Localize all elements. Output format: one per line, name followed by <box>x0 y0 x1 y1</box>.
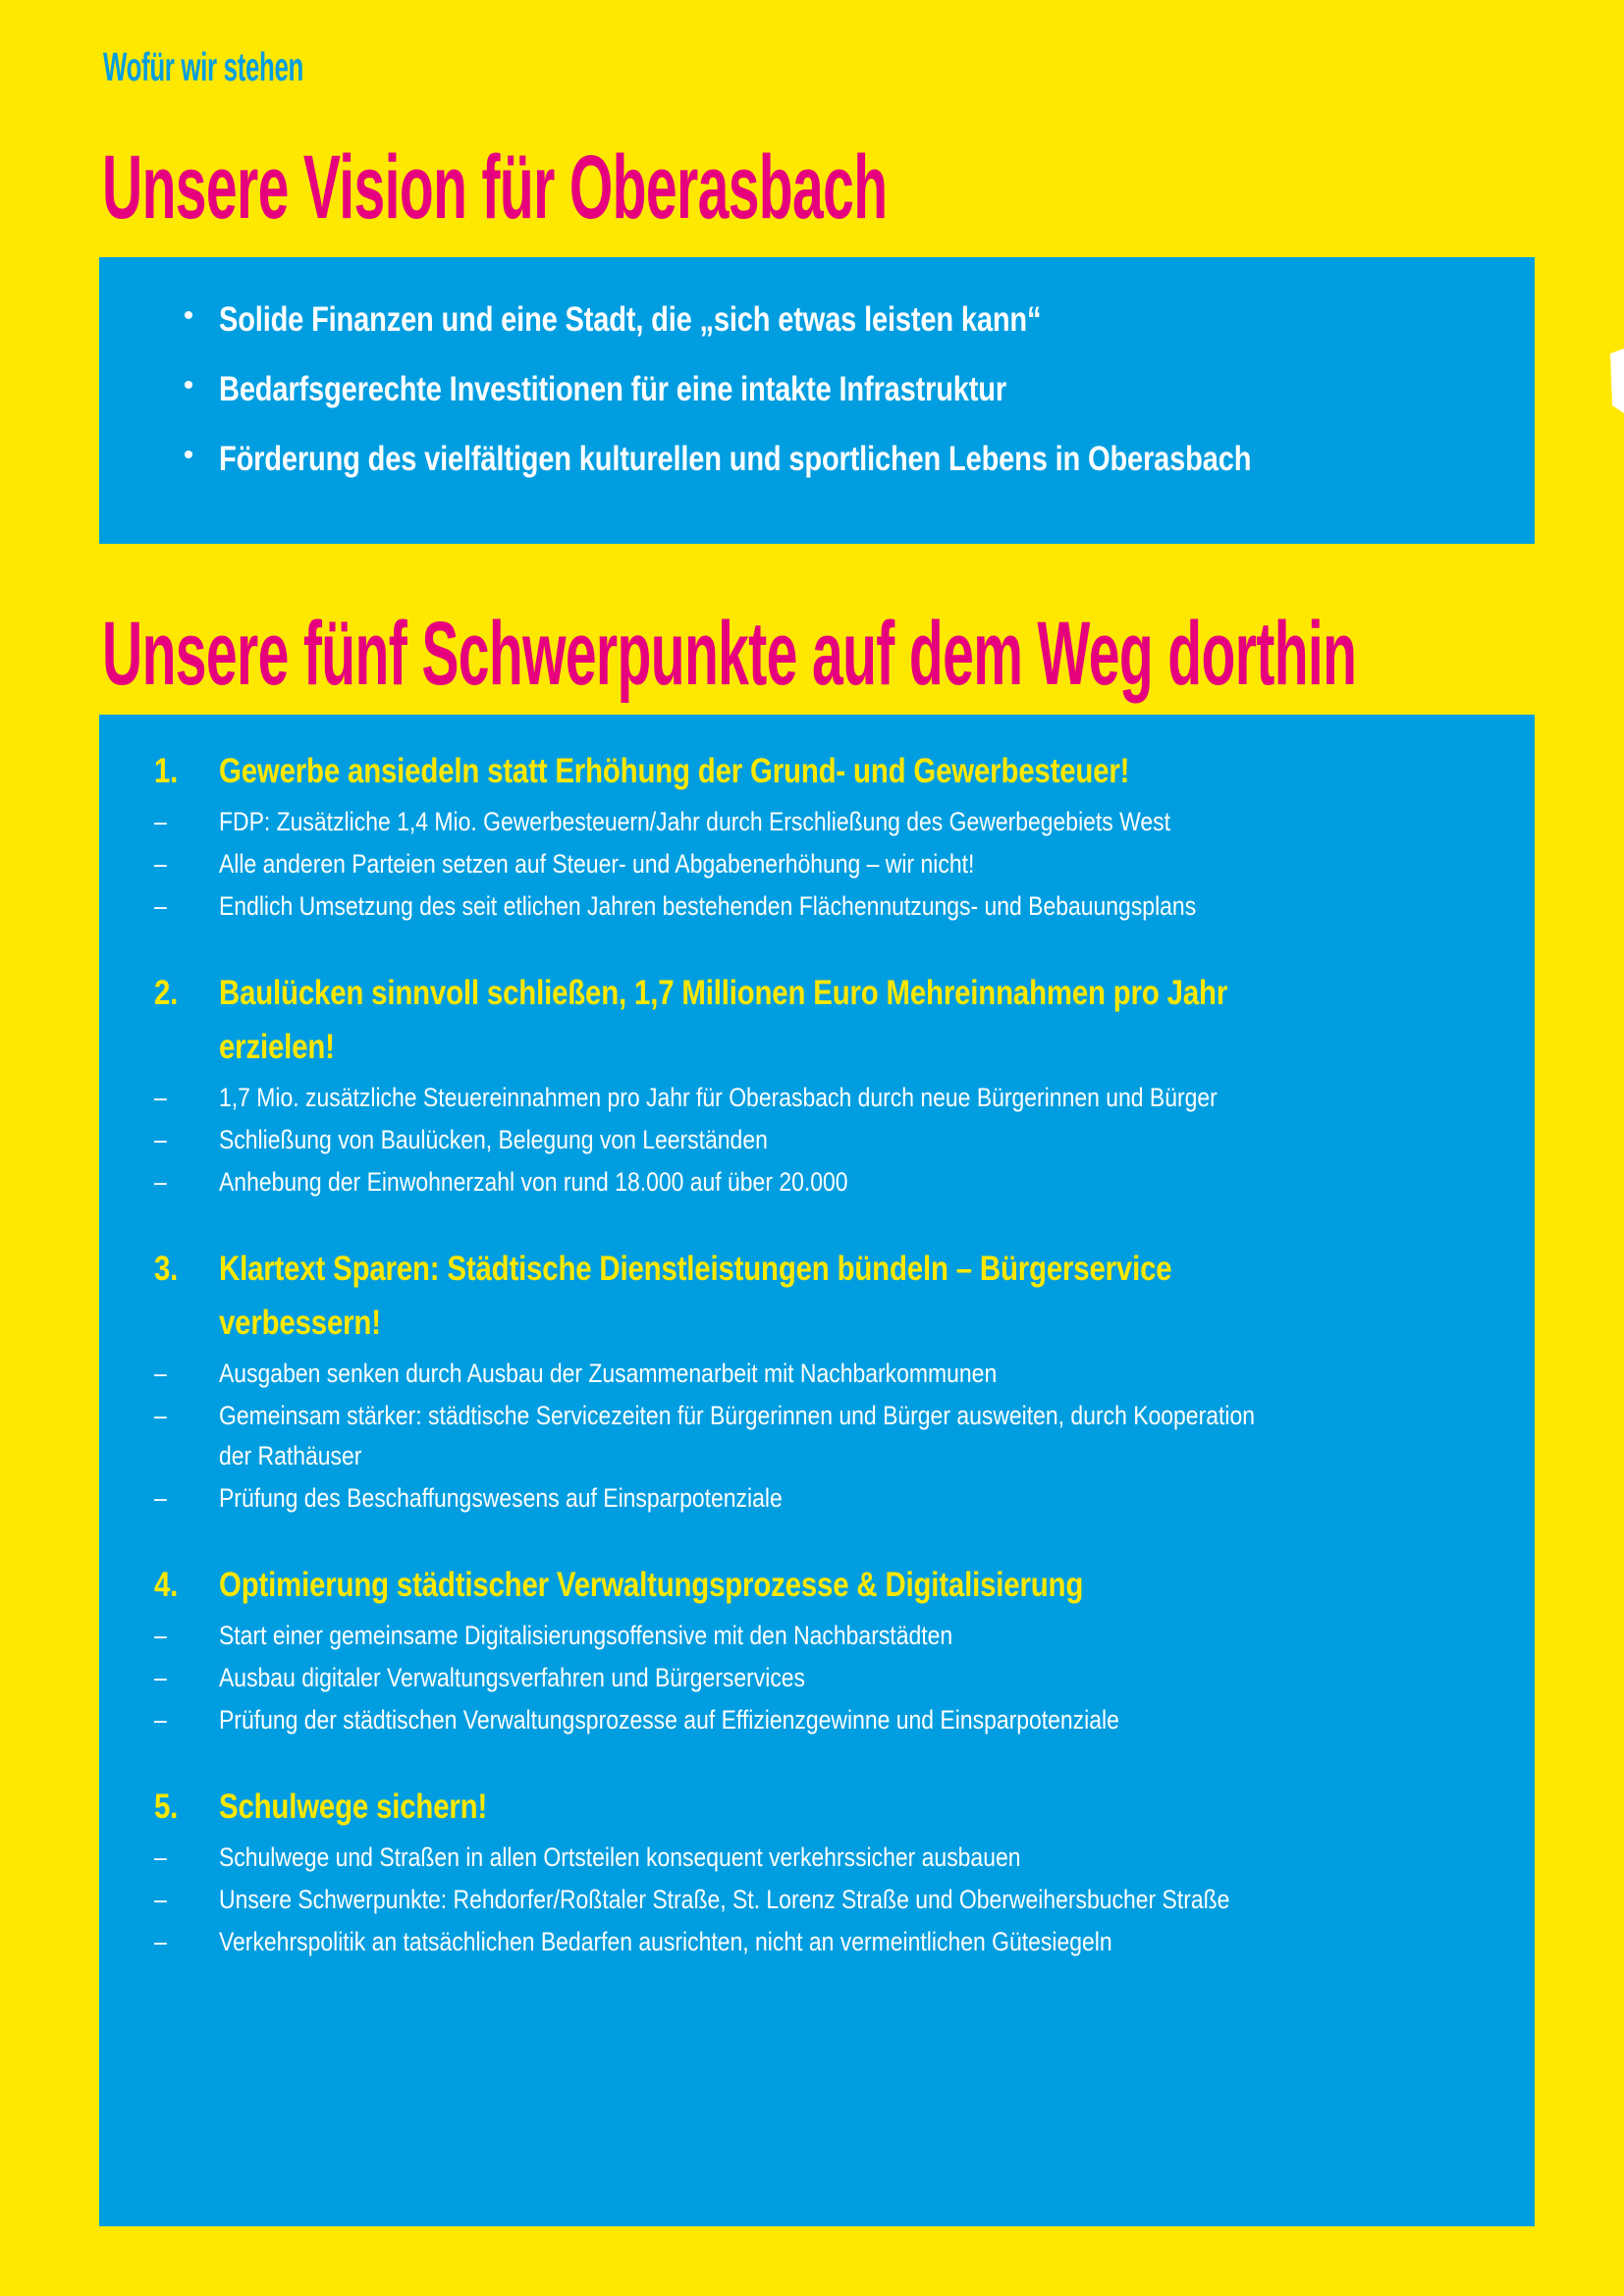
list-item <box>154 1162 1480 1202</box>
focus-sub-text: FDP: Zusätzliche 1,4 Mio. Gewerbesteuern/Jahr durch Erschließung des Gewerbegebiets West <box>219 807 1171 836</box>
focus-sub-text: Start einer gemeinsame Digitalisierungsoffensive mit den Nachbarstädten <box>219 1621 953 1650</box>
focus-sub-text: Anhebung der Einwohnerzahl von rund 18.000 auf über 20.000 <box>219 1167 848 1197</box>
list-item <box>154 1396 1480 1476</box>
dash-bullet-icon: – <box>154 1167 167 1197</box>
dash-bullet-icon: – <box>154 1083 167 1112</box>
focus-title: Baulücken sinnvoll schließen, 1,7 Millionen Euro Mehreinnahmen pro Jahr erzielen! <box>219 974 1228 1066</box>
focus-heading <box>154 744 1480 798</box>
kicker-heading: Wofür wir stehen <box>103 44 304 89</box>
focus-sub-list <box>154 1354 1480 1519</box>
focus-point-4 <box>154 1558 1480 1740</box>
focus-number: 2. <box>154 974 179 1012</box>
focus-sub-text: Gemeinsam stärker: städtische Servicezeiten für Bürgerinnen und Bürger ausweiten, durch Kooperation der Rathäuser <box>219 1401 1255 1470</box>
focus-sub-text: Unsere Schwerpunkte: Rehdorfer/Roßtaler Straße, St. Lorenz Straße und Oberweihersbucher Straße <box>219 1885 1230 1914</box>
focus-number: 3. <box>154 1250 179 1288</box>
focus-sub-list <box>154 1838 1480 1962</box>
focus-sub-text: Schulwege und Straßen in allen Ortsteilen konsequent verkehrssicher ausbauen <box>219 1842 1021 1872</box>
vision-bullet-list <box>158 294 1476 484</box>
focus-sub-text: Schließung von Baulücken, Belegung von Leerständen <box>219 1125 768 1154</box>
list-item <box>154 1616 1480 1656</box>
list-item <box>158 434 1476 484</box>
list-item <box>154 1838 1480 1878</box>
dash-bullet-icon: – <box>154 1483 167 1513</box>
focus-title: Klartext Sparen: Städtische Dienstleistungen bündeln – Bürgerservice verbessern! <box>219 1250 1172 1342</box>
focus-panel <box>99 715 1535 2226</box>
dash-bullet-icon: – <box>154 1885 167 1914</box>
focus-sub-text: Prüfung der städtischen Verwaltungsprozesse auf Effizienzgewinne und Einsparpotenziale <box>219 1705 1119 1735</box>
focus-sub-text: Alle anderen Parteien setzen auf Steuer- und Abgabenerhöhung – wir nicht! <box>219 849 975 879</box>
focus-title: Schulwege sichern! <box>219 1788 488 1826</box>
focus-number: 5. <box>154 1788 179 1826</box>
focus-sub-text: Endlich Umsetzung des seit etlichen Jahren bestehenden Flächennutzungs- und Bebauungsplans <box>219 891 1197 921</box>
focus-sub-text: Ausbau digitaler Verwaltungsverfahren und Bürgerservices <box>219 1663 806 1692</box>
list-item <box>158 364 1476 414</box>
dash-bullet-icon: – <box>154 807 167 836</box>
list-item <box>154 1880 1480 1920</box>
dash-bullet-icon: – <box>154 1125 167 1154</box>
list-item <box>154 1354 1480 1394</box>
dash-bullet-icon: – <box>154 1621 167 1650</box>
list-item <box>154 1478 1480 1519</box>
focus-point-5 <box>154 1780 1480 1962</box>
focus-heading <box>154 1242 1480 1350</box>
list-item <box>154 1700 1480 1740</box>
vision-item-text: Bedarfsgerechte Investitionen für eine intakte Infrastruktur <box>219 370 1007 408</box>
page-title-focus: Unsere fünf Schwerpunkte auf dem Weg dorthin <box>102 604 1357 704</box>
focus-number: 4. <box>154 1566 179 1604</box>
focus-heading <box>154 966 1480 1074</box>
vision-item-text: Solide Finanzen und eine Stadt, die „sich etwas leisten kann“ <box>219 300 1042 339</box>
focus-heading <box>154 1558 1480 1612</box>
focus-sub-list <box>154 1616 1480 1740</box>
focus-sub-text: Ausgaben senken durch Ausbau der Zusammenarbeit mit Nachbarkommunen <box>219 1359 998 1388</box>
focus-sub-text: Verkehrspolitik an tatsächlichen Bedarfen ausrichten, nicht an vermeintlichen Gütesiegeln <box>219 1927 1112 1956</box>
focus-point-1 <box>154 744 1480 927</box>
focus-title: Optimierung städtischer Verwaltungsprozesse & Digitalisierung <box>219 1566 1084 1604</box>
vision-item-text: Förderung des vielfältigen kulturellen und sportlichen Lebens in Oberasbach <box>219 440 1252 478</box>
list-item <box>154 886 1480 927</box>
page-edge-graphic <box>1610 348 1624 413</box>
dash-bullet-icon: – <box>154 1359 167 1388</box>
focus-title: Gewerbe ansiedeln statt Erhöhung der Grund- und Gewerbesteuer! <box>219 752 1130 790</box>
list-item <box>154 1922 1480 1962</box>
focus-sub-text: 1,7 Mio. zusätzliche Steuereinnahmen pro Jahr für Oberasbach durch neue Bürgerinnen und Bürger <box>219 1083 1218 1112</box>
list-item <box>154 802 1480 842</box>
list-item <box>154 844 1480 884</box>
bullet-dot-icon: • <box>183 369 194 401</box>
list-item <box>158 294 1476 345</box>
focus-point-2 <box>154 966 1480 1202</box>
list-item <box>154 1078 1480 1118</box>
dash-bullet-icon: – <box>154 1663 167 1692</box>
bullet-dot-icon: • <box>183 299 194 332</box>
bullet-dot-icon: • <box>183 439 194 471</box>
dash-bullet-icon: – <box>154 1705 167 1735</box>
focus-sub-list <box>154 802 1480 927</box>
focus-sub-text: Prüfung des Beschaffungswesens auf Einsparpotenziale <box>219 1483 783 1513</box>
focus-point-3 <box>154 1242 1480 1519</box>
list-item <box>154 1658 1480 1698</box>
dash-bullet-icon: – <box>154 1927 167 1956</box>
page-title-vision: Unsere Vision für Oberasbach <box>102 137 888 238</box>
dash-bullet-icon: – <box>154 1401 167 1430</box>
vision-panel <box>99 257 1535 544</box>
list-item <box>154 1120 1480 1160</box>
focus-sub-list <box>154 1078 1480 1202</box>
dash-bullet-icon: – <box>154 849 167 879</box>
dash-bullet-icon: – <box>154 1842 167 1872</box>
dash-bullet-icon: – <box>154 891 167 921</box>
focus-heading <box>154 1780 1480 1834</box>
focus-number: 1. <box>154 752 179 790</box>
